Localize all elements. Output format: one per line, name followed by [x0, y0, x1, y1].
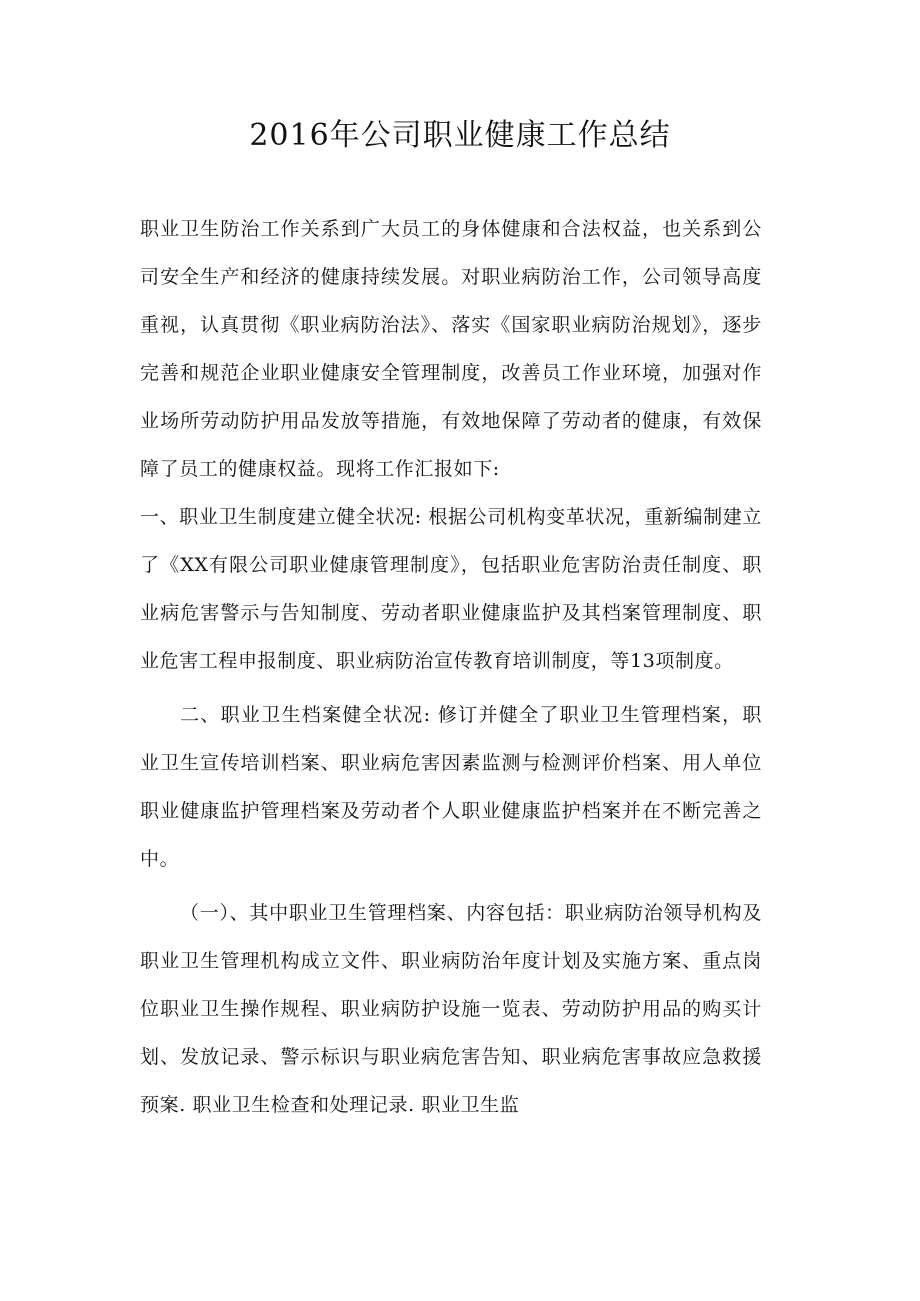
- paragraph-intro: 职业卫生防治工作关系到广大员工的身体健康和合法权益，也关系到公司安全生产和经济的健康持续发展。对职业病防治工作，公司领导高度重视，认真贯彻《职业病防治法》、落实《国家职业病防治规划》，逐步完善和规范企业职业健康安全管理制度，改善员工作业环境，加强对作业场所劳动防护用品发放等措施，有效地保障了劳动者的健康，有效保障了员工的健康权益。现将工作汇报如下:: [140, 218, 762, 480]
- paragraph-subsection-1: （一）、其中职业卫生管理档案、内容包括：职业病防治领导机构及职业卫生管理机构成立文件、职业病防治年度计划及实施方案、重点岗位职业卫生操作规程、职业病防护设施一览表、劳动防护用品的购买计划、发放记录、警示标识与职业病危害告知、职业病危害事故应急救援预案. 职业卫生检查和处理记录. 职业卫生监: [140, 902, 762, 1116]
- document-body: [140, 205, 762, 1129]
- document-title: 2016年公司职业健康工作总结: [249, 118, 671, 153]
- paragraph-section-2: 二、职业卫生档案健全状况: 修订并健全了职业卫生管理档案，职业卫生宣传培训档案、职业病危害因素监测与检测评价档案、用人单位职业健康监护管理档案及劳动者个人职业健康监护档案并在不断完善之中。: [140, 704, 762, 870]
- paragraph-section-1: 一、职业卫生制度建立健全状况: 根据公司机构变革状况，重新编制建立了《XX有限公司职业健康管理制度》，包括职业危害防治责任制度、职业病危害警示与告知制度、劳动者职业健康监护及其档案管理制度、职业危害工程申报制度、职业病防治宣传教育培训制度，等13项制度。: [140, 506, 762, 672]
